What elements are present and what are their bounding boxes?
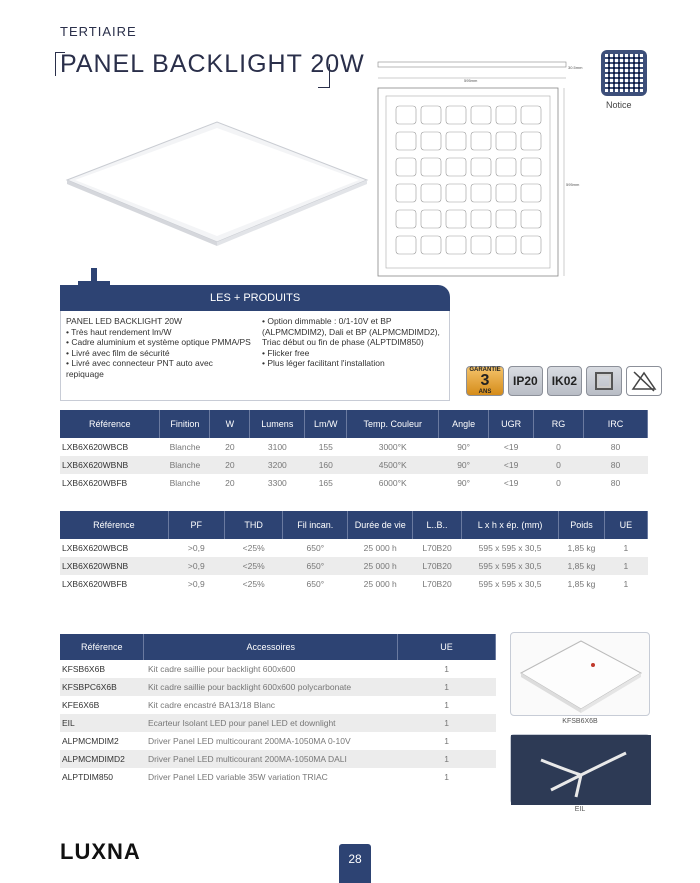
table-row	[60, 696, 496, 714]
table-row	[60, 557, 648, 575]
table-cell: KFSBPC6X6B	[60, 678, 144, 696]
feature-item: • Plus léger facilitant l'installation	[262, 358, 385, 368]
column-header: IRC	[584, 410, 648, 438]
table-cell: 1	[444, 664, 449, 674]
table-cell: Ecarteur Isolant LED pour panel LED et downlight	[144, 714, 398, 732]
table-cell: 3000°K	[378, 442, 407, 452]
drawing-cell	[521, 132, 541, 150]
table-row	[60, 714, 496, 732]
feature-item: • Très haut rendement lm/W	[66, 326, 172, 337]
table-cell: LXB6X620WBCB	[62, 543, 129, 553]
column-header: UGR	[489, 410, 534, 438]
table-cell: <25%	[242, 543, 265, 553]
table-cell: 650°	[306, 543, 325, 553]
drawing-cell	[471, 106, 491, 124]
table-cell: 20	[225, 478, 235, 488]
warranty-years: 3	[480, 372, 490, 389]
drawing-cell	[446, 106, 466, 124]
drawing-cell	[396, 184, 416, 202]
table-cell: KFE6X6B	[62, 700, 100, 710]
table-cell: 595 x 595 x 30,5	[478, 579, 542, 589]
page-title: PANEL BACKLIGHT 20W	[60, 50, 365, 78]
accessory-caption-1: KFSB6X6B	[562, 718, 598, 725]
table-cell: 25 000 h	[363, 579, 397, 589]
column-header: Finition	[160, 410, 210, 438]
table-row	[60, 732, 496, 750]
drawing-cell	[396, 210, 416, 228]
drawing-cell	[496, 210, 516, 228]
qr-code[interactable]	[601, 50, 647, 96]
table-row	[60, 575, 648, 593]
drawing-cell	[521, 106, 541, 124]
table-cell: LXB6X620WBFB	[62, 579, 128, 589]
drawing-cell	[446, 210, 466, 228]
table-cell: 25 000 h	[363, 543, 397, 553]
table-cell: 1	[398, 714, 496, 732]
table-cell: Blanche	[160, 456, 210, 474]
drawing-cell	[521, 158, 541, 176]
column-header: W	[210, 410, 250, 438]
drawing-cell	[471, 236, 491, 254]
plus-icon	[78, 268, 110, 300]
table-cell: Blanche	[169, 478, 201, 488]
drawing-cell	[446, 184, 466, 202]
drawing-cell	[471, 132, 491, 150]
table-cell: Driver Panel LED multicourant 200MA-1050MA DALI	[144, 750, 398, 768]
table-cell: 650°	[283, 557, 348, 575]
no-insulation-icon	[626, 366, 662, 396]
table-cell: 80	[584, 456, 648, 474]
table-cell: 1	[604, 557, 647, 575]
table-cell: LXB6X620WBFB	[62, 478, 128, 488]
table-cell: 1	[398, 678, 496, 696]
spec-badges	[466, 366, 662, 400]
table-cell: 90°	[439, 456, 489, 474]
table-cell: 1	[623, 579, 629, 589]
qr-caption: Notice	[606, 100, 632, 110]
feature-item: • Flicker free	[262, 347, 310, 358]
table-cell: 90°	[457, 442, 471, 452]
drawing-cell	[421, 106, 441, 124]
table-cell: 0	[556, 442, 561, 452]
warranty-badge	[466, 366, 504, 396]
drawing-cell	[396, 236, 416, 254]
accessory-image-eil	[510, 734, 650, 804]
column-header: UE	[398, 634, 496, 660]
table-cell: 3200	[250, 456, 305, 474]
table-cell: Blanche	[169, 442, 201, 452]
class-2-icon	[586, 366, 622, 396]
table-cell: 80	[610, 478, 621, 488]
drawing-cell	[421, 158, 441, 176]
column-header: Lm/W	[305, 410, 347, 438]
feature-item: PANEL LED BACKLIGHT 20W	[66, 316, 183, 326]
title-frame-right	[318, 64, 330, 88]
table-cell: L70B20	[422, 579, 452, 589]
drawing-cell	[496, 132, 516, 150]
column-header: Référence	[60, 511, 168, 539]
features-left	[66, 316, 251, 379]
table-row	[60, 456, 648, 474]
table-row	[60, 438, 648, 456]
drawing-cell	[421, 132, 441, 150]
column-header: Temp. Couleur	[347, 410, 439, 438]
table-cell: ALPMCMDIMD2	[60, 750, 144, 768]
drawing-cell	[521, 184, 541, 202]
drawing-cell	[396, 106, 416, 124]
table-cell: LXB6X620WBCB	[62, 442, 129, 452]
table-cell: LXB6X620WBNB	[60, 557, 168, 575]
drawing-cell	[521, 236, 541, 254]
column-header: THD	[224, 511, 282, 539]
table-cell: 595 x 595 x 30,5	[461, 557, 558, 575]
column-header: Durée de vie	[348, 511, 413, 539]
column-header: Poids	[559, 511, 604, 539]
ip-rating-badge: IP20	[508, 366, 543, 396]
brand-logo: LUXNA	[60, 839, 141, 864]
table-cell: 0	[534, 456, 584, 474]
table-cell: 650°	[306, 579, 325, 589]
table-cell: Driver Panel LED multicourant 200MA-1050MA 0-10V	[147, 736, 351, 746]
drawing-cell	[496, 106, 516, 124]
table-cell: 4500°K	[347, 456, 439, 474]
table-cell: <19	[489, 456, 534, 474]
feature-item: • Cadre aluminium et système optique PMMA/PS	[66, 337, 251, 347]
drawing-cell	[396, 132, 416, 150]
accessory-image-frame	[510, 632, 650, 716]
drawing-cell	[396, 158, 416, 176]
produits-heading: LES + PRODUITS	[60, 285, 450, 311]
drawing-cell	[446, 132, 466, 150]
table-cell: <19	[503, 478, 519, 488]
table-cell: 20	[225, 442, 235, 452]
drawing-cell-grid	[396, 106, 541, 254]
drawing-cell	[496, 158, 516, 176]
table-cell: Driver Panel LED variable 35W variation TRIAC	[147, 772, 328, 782]
column-header: Fil incan.	[283, 511, 348, 539]
drawing-cell	[471, 184, 491, 202]
drawing-cell	[446, 158, 466, 176]
drawing-width-label: 595mm	[464, 78, 478, 83]
drawing-height-label: 595mm	[566, 182, 580, 187]
category-label: TERTIAIRE	[60, 24, 137, 39]
drawing-cell	[421, 210, 441, 228]
table-cell: 3300	[267, 478, 287, 488]
table-cell: 1,85 kg	[559, 557, 604, 575]
drawing-cell	[471, 158, 491, 176]
feature-item: • Livré avec connecteur PNT auto avec repiquage	[66, 358, 213, 379]
table-row	[60, 660, 496, 678]
table-cell: 595 x 595 x 30,5	[478, 543, 542, 553]
column-header: L x h x ép. (mm)	[461, 511, 558, 539]
table-cell: L70B20	[422, 543, 452, 553]
drawing-cell	[496, 236, 516, 254]
table-cell: ALPMCMDIM2	[62, 736, 119, 746]
table-cell: 155	[318, 442, 333, 452]
drawing-cell	[521, 210, 541, 228]
drawing-cell	[421, 236, 441, 254]
table-cell: Kit cadre encastré BA13/18 Blanc	[147, 700, 276, 710]
column-header: Accessoires	[144, 634, 398, 660]
drawing-depth-label: 30.5mm	[568, 65, 583, 70]
accessory-caption-2: EIL	[574, 806, 586, 813]
ik-rating-badge: IK02	[547, 366, 582, 396]
specs-table-1	[60, 410, 648, 492]
table-cell: >0,9	[187, 543, 205, 553]
table-cell: 1	[398, 750, 496, 768]
table-cell: 1	[444, 700, 449, 710]
warranty-unit: ANS	[478, 389, 492, 395]
features-right	[262, 316, 447, 369]
product-photo	[62, 110, 372, 250]
table-row	[60, 678, 496, 696]
table-row	[60, 474, 648, 492]
specs-table-2	[60, 511, 648, 593]
table-cell: 165	[318, 478, 333, 488]
column-header: Lumens	[250, 410, 305, 438]
table-cell: 90°	[457, 478, 471, 488]
table-cell: 160	[305, 456, 347, 474]
table-cell: Kit cadre saillie pour backlight 600x600	[147, 664, 296, 674]
table-cell: <25%	[242, 579, 265, 589]
table-cell: Kit cadre saillie pour backlight 600x600 polycarbonate	[144, 678, 398, 696]
drawing-cell	[421, 184, 441, 202]
table-cell: >0,9	[168, 557, 224, 575]
technical-drawing	[372, 52, 583, 280]
table-cell: <25%	[224, 557, 282, 575]
table-cell: KFSB6X6B	[62, 664, 105, 674]
column-header: Référence	[60, 634, 144, 660]
table-cell: 25 000 h	[348, 557, 413, 575]
column-header: RG	[534, 410, 584, 438]
table-cell: 1,85 kg	[567, 579, 596, 589]
column-header: Référence	[60, 410, 160, 438]
feature-item: • Option dimmable : 0/1-10V et BP (ALPMCMDIM2), Dali et BP (ALPMCMDIMD2), Triac début ou fin de phase (ALPTDIM850)	[262, 316, 440, 347]
drawing-cell	[496, 184, 516, 202]
table-cell: 1	[623, 543, 629, 553]
table-cell: 20	[210, 456, 250, 474]
table-cell: 80	[610, 442, 621, 452]
table-row	[60, 768, 496, 786]
column-header: Angle	[439, 410, 489, 438]
accessories-table	[60, 634, 496, 786]
feature-item: • Livré avec film de sécurité	[66, 347, 170, 358]
table-cell: 1	[444, 736, 449, 746]
column-header: UE	[604, 511, 647, 539]
table-cell: 3100	[267, 442, 287, 452]
table-cell: 1,85 kg	[567, 543, 596, 553]
page-number: 28	[339, 844, 371, 883]
column-header: PF	[168, 511, 224, 539]
column-header: L..B..	[413, 511, 462, 539]
table-cell: ALPTDIM850	[62, 772, 114, 782]
table-cell: 1	[444, 772, 449, 782]
warranty-top: GARANTIE	[469, 367, 501, 373]
table-row	[60, 539, 648, 557]
table-cell: 6000°K	[378, 478, 407, 488]
table-cell: EIL	[60, 714, 144, 732]
table-cell: >0,9	[187, 579, 205, 589]
table-cell: 0	[556, 478, 561, 488]
drawing-cell	[471, 210, 491, 228]
table-cell: LXB6X620WBNB	[60, 456, 160, 474]
table-row	[60, 750, 496, 768]
drawing-cell	[446, 236, 466, 254]
table-cell: L70B20	[413, 557, 462, 575]
table-cell: <19	[503, 442, 519, 452]
qr-pattern	[605, 54, 643, 92]
